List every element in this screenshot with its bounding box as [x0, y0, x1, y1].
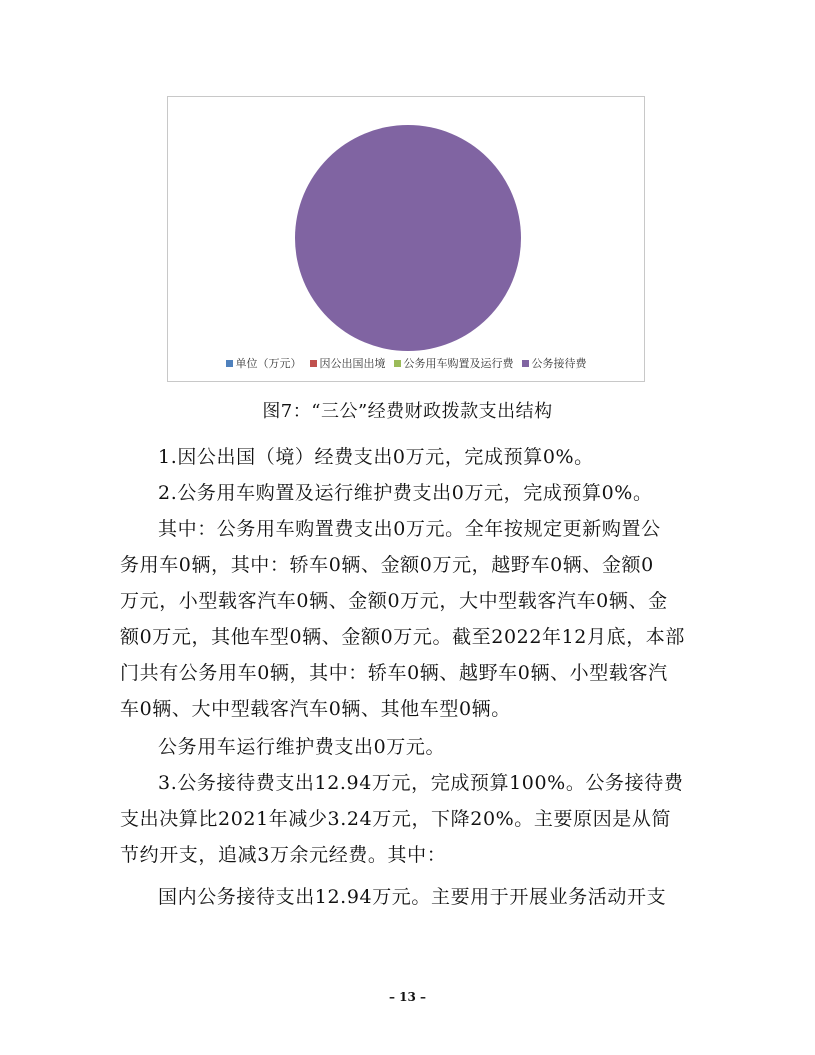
paragraph-3-line-6: 车0辆、大中型载客汽车0辆、其他车型0辆。: [120, 698, 511, 720]
pie-slice-3: [295, 125, 521, 351]
paragraph-3-line-1: 其中：公务用车购置费支出0万元。全年按规定更新购置公: [158, 518, 661, 540]
legend-swatch-2: [394, 360, 401, 367]
paragraph-3-line-5: 门共有公务用车0辆，其中：轿车0辆、越野车0辆、小型载客汽: [120, 662, 668, 684]
legend-item-3: [522, 355, 587, 371]
paragraph-5-line-3: 节约开支，追减3万余元经费。其中：: [120, 844, 447, 866]
legend-item-2: [394, 355, 514, 371]
legend-item-1: [310, 355, 386, 371]
paragraph-5-line-1: 3.公务接待费支出12.94万元，完成预算100%。公务接待费: [158, 772, 684, 794]
pie-chart: [168, 97, 644, 381]
paragraph-1: 1.因公出国（境）经费支出0万元，完成预算0%。: [158, 446, 594, 468]
legend-label-2: 公务用车购置及运行费: [403, 357, 514, 370]
figure-caption: 图7：“三公”经费财政拨款支出结构: [262, 401, 553, 422]
paragraph-3-line-3: 万元，小型载客汽车0辆、金额0万元，大中型载客汽车0辆、金: [120, 590, 668, 612]
legend-swatch-1: [310, 360, 317, 367]
pie-chart-frame: [167, 96, 645, 382]
chart-legend: [168, 355, 644, 371]
legend-label-3: 公务接待费: [531, 357, 587, 370]
paragraph-2: 2.公务用车购置及运行维护费支出0万元，完成预算0%。: [158, 482, 653, 504]
legend-swatch-3: [522, 360, 529, 367]
legend-label-1: 因公出国出境: [319, 357, 386, 370]
legend-item-0: [226, 355, 302, 371]
legend-swatch-0: [226, 360, 233, 367]
paragraph-5-line-2: 支出决算比2021年减少3.24万元，下降20%。主要原因是从简: [120, 808, 672, 830]
paragraph-4: 公务用车运行维护费支出0万元。: [158, 736, 446, 758]
page-number: – 13 –: [388, 990, 427, 1004]
paragraph-3-line-4: 额0万元，其他车型0辆、金额0万元。截至2022年12月底，本部: [120, 626, 685, 648]
legend-label-0: 单位（万元）: [235, 357, 302, 370]
paragraph-6: 国内公务接待支出12.94万元。主要用于开展业务活动开支: [158, 886, 667, 908]
paragraph-3-line-2: 务用车0辆，其中：轿车0辆、金额0万元，越野车0辆、金额0: [120, 554, 654, 576]
